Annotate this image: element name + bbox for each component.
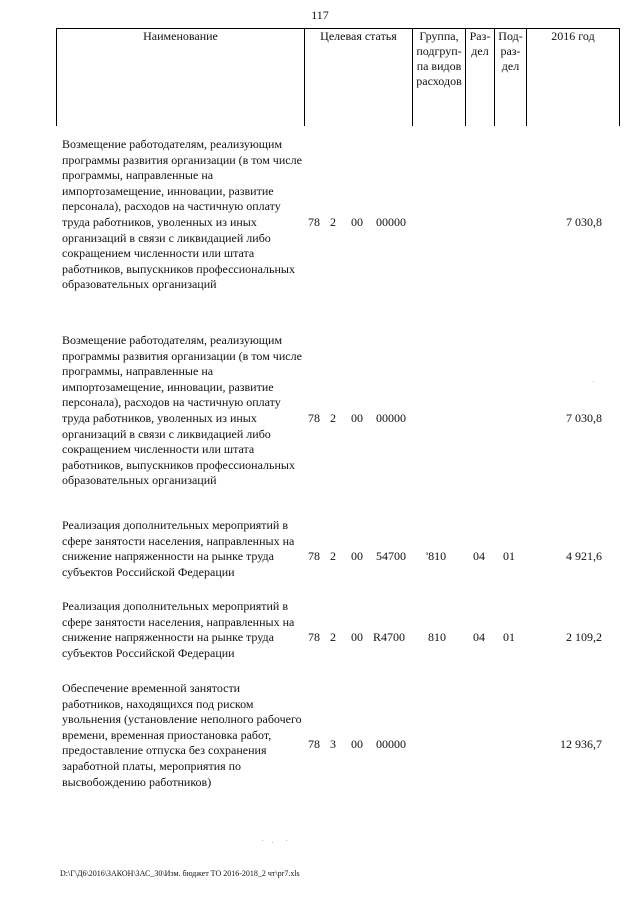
row-amount: 4 921,6 (566, 549, 602, 563)
header-subsection: Под- раз- дел (498, 29, 523, 73)
row-amount: 2 109,2 (566, 630, 602, 644)
row-amount: 7 030,8 (566, 215, 602, 229)
row-code-item: 00000 (376, 411, 406, 425)
page-number: 117 (311, 8, 329, 22)
row-code-program: 78 (308, 737, 320, 751)
row-code-item: 00000 (376, 215, 406, 229)
row-code-subprogram: 3 (330, 737, 336, 751)
row-subsection: 01 (503, 630, 515, 644)
row-code-program: 78 (308, 215, 320, 229)
row-amount: 12 936,7 (560, 737, 602, 751)
row-code-item: 00000 (376, 737, 406, 751)
row-subsection: 01 (503, 549, 515, 563)
row-code-subprogram: 2 (330, 630, 336, 644)
row-name: Реализация дополнительных мероприятий в сфере занятости населения, направленных на снижение напряженности на рынке труда субъектов Российской Федерации (62, 599, 295, 660)
row-group: 810 (428, 630, 446, 644)
row-code-direction: 00 (351, 215, 363, 229)
header-name: Наименование (143, 29, 218, 43)
row-code-subprogram: 2 (330, 549, 336, 563)
row-code-direction: 00 (351, 630, 363, 644)
header-year: 2016 год (551, 29, 595, 43)
header-target-article: Целевая статья (320, 29, 397, 43)
header-section: Раз- дел (469, 29, 491, 58)
row-amount: 7 030,8 (566, 411, 602, 425)
file-path-footer: D:\Г\Д6\2016\ЗАКОН\ЗАС_30\Изм. бюджет ТО 2016-2018_2 чт\pr7.xls (60, 869, 300, 878)
scan-speck (286, 840, 287, 841)
row-code-program: 78 (308, 549, 320, 563)
scan-speck (272, 842, 273, 843)
row-name: Обеспечение временной занятости работников, находящихся под риском увольнения (установление неполного рабочего времени, временная приостановка работ, предоставление отпуска без сохранения заработной платы, мероприятия по высвобождению работников) (62, 681, 302, 789)
row-code-item: 54700 (376, 549, 406, 563)
row-code-direction: 00 (351, 411, 363, 425)
row-code-program: 78 (308, 630, 320, 644)
row-code-direction: 00 (351, 737, 363, 751)
header-divider (619, 28, 620, 126)
scan-speck (262, 840, 263, 841)
row-name: Возмещение работодателям, реализующим программы развития организации (в том числе программы, направленные на импортозамещение, инновации, развитие персонала), расходов на частичную оплату труда работников, уволенных из иных организаций в связи с ликвидацией либо сокращением численности или штата работников, выпускников профессиональных образовательных организаций (62, 137, 302, 292)
row-group: '810 (426, 549, 447, 563)
row-code-direction: 00 (351, 549, 363, 563)
row-section: 04 (473, 630, 485, 644)
row-code-subprogram: 2 (330, 215, 336, 229)
row-code-program: 78 (308, 411, 320, 425)
row-section: 04 (473, 549, 485, 563)
scan-speck (593, 381, 594, 382)
row-name: Реализация дополнительных мероприятий в сфере занятости населения, направленных на снижение напряженности на рынке труда субъектов Российской Федерации (62, 518, 295, 579)
row-code-subprogram: 2 (330, 411, 336, 425)
row-name: Возмещение работодателям, реализующим программы развития организации (в том числе программы, направленные на импортозамещение, инновации, развитие персонала), расходов на частичную оплату труда работников, уволенных из иных организаций в связи с ликвидацией либо сокращением численности или штата работников, выпускников профессиональных образовательных организаций (62, 333, 302, 488)
header-group: Группа, подгруп- па видов расходов (416, 29, 462, 88)
row-code-item: R4700 (373, 630, 406, 644)
